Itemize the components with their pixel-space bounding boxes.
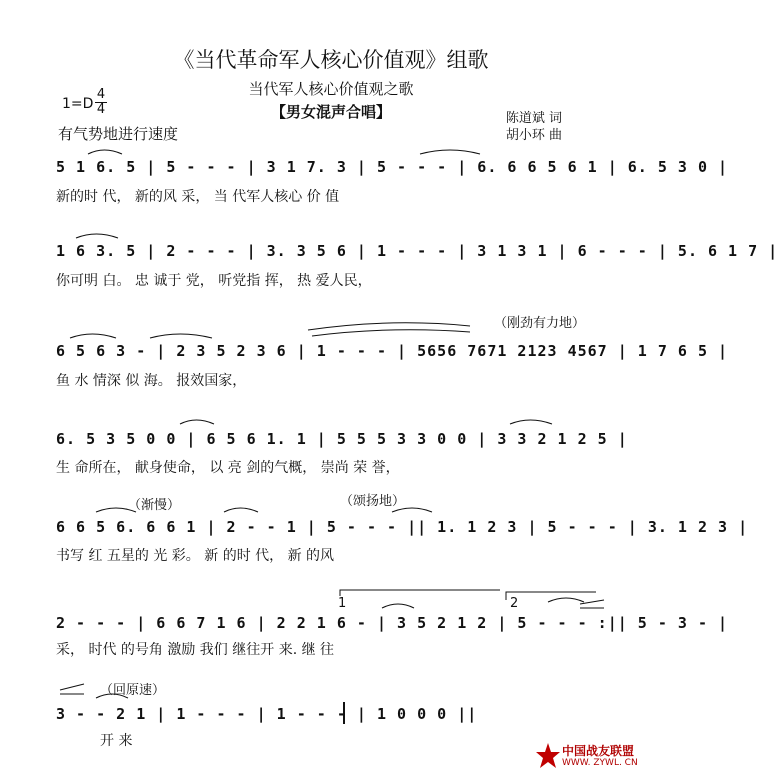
- score-row-2-notes: 1 6 3. 5 | 2 - - - | 3. 3 5 6 | 1 - - - | 3 1 3 1 | 6 - - - | 5. 6 1 7 |: [56, 242, 778, 260]
- crescendo-mark: [60, 684, 84, 694]
- crescendo-mark: [580, 600, 604, 608]
- score-row-5-lyrics: 书写 红 五星的 光 彩。 新 的时 代， 新 的风: [56, 548, 335, 564]
- expression-a-tempo: （回原速）: [100, 683, 166, 698]
- slur: [308, 323, 470, 330]
- score-row-4-notes: 6. 5 3 5 0 0 | 6 5 6 1. 1 | 5 5 5 3 3 0 0 | 3 3 2 1 2 5 |: [56, 430, 628, 448]
- slur: [392, 508, 432, 512]
- chorus-type: 【男女混声合唱】: [270, 103, 391, 121]
- star-logo-icon: [536, 742, 560, 770]
- slur: [312, 330, 470, 336]
- volta-2: 2: [510, 596, 519, 611]
- expression-slowing: （渐慢）: [128, 498, 181, 513]
- subtitle: 当代军人核心价值观之歌: [248, 80, 414, 98]
- slur: [96, 694, 128, 698]
- score-row-1-notes: 5 1 6. 5 | 5 - - - | 3 1 7. 3 | 5 - - - | 6. 6 6 5 6 1 | 6. 5 3 0 |: [56, 158, 729, 176]
- time-signature-bottom: 4: [96, 102, 106, 117]
- score-row-7-notes: 3 - - 2 1 | 1 - - - | 1 - - - | 1 0 0 0 ||: [56, 705, 478, 723]
- slur: [548, 598, 584, 602]
- composer: 胡小环 曲: [505, 128, 562, 143]
- lyricist: 陈道斌 词: [505, 111, 562, 126]
- score-row-3-notes: 6 5 6 3 - | 2 3 5 2 3 6 | 1 - - - | 5656 7671 2123 4567 | 1 7 6 5 |: [56, 342, 729, 360]
- volta-bracket-2: [506, 592, 596, 600]
- slur: [382, 604, 414, 608]
- key-signature: 1=D: [62, 96, 94, 112]
- slur: [70, 334, 116, 338]
- slur: [180, 420, 214, 424]
- slur: [88, 150, 122, 154]
- site-logo: [536, 740, 654, 774]
- slur: [150, 334, 212, 338]
- score-row-5-notes: 6 6 5 6. 6 6 1 | 2 - - 1 | 5 - - - || 1. 1 2 3 | 5 - - - | 3. 1 2 3 |: [56, 518, 749, 536]
- page-title: 《当代革命军人核心价值观》组歌: [173, 48, 489, 72]
- volta-bracket-1: [340, 590, 500, 596]
- logo-url: WWW. ZYWL. CN: [562, 758, 638, 768]
- expression-forceful: （刚劲有力地）: [494, 316, 586, 331]
- score-row-1-lyrics: 新的时 代， 新的风 采， 当 代军人核心 价 值: [56, 189, 340, 205]
- score-row-4-lyrics: 生 命所在， 献身使命， 以 亮 剑的气概， 崇尚 荣 誉，: [56, 460, 400, 476]
- slur: [76, 234, 118, 238]
- slur: [510, 420, 552, 424]
- score-row-7-lyrics: 开 来: [100, 733, 133, 749]
- slur: [96, 508, 136, 512]
- score-row-3-lyrics: 鱼 水 情深 似 海。 报效国家，: [56, 373, 247, 389]
- score-row-6-lyrics: 采， 时代 的号角 激励 我们 继往开 来. 继 往: [56, 642, 335, 658]
- slur: [420, 150, 480, 154]
- logo-text: 中国战友联盟: [562, 744, 635, 758]
- score-row-6-notes: 2 - - - | 6 6 7 1 6 | 2 2 1 6 - | 3 5 2 1 2 | 5 - - - :|| 5 - 3 - |: [56, 614, 729, 632]
- time-signature-top: 4: [96, 87, 106, 102]
- tempo-marking: 有气势地进行速度: [58, 125, 179, 143]
- slur: [224, 508, 258, 512]
- expression-praising: （颂扬地）: [340, 494, 406, 509]
- score-row-2-lyrics: 你可明 白。 忠 诚于 党， 听党指 挥， 热 爱人民，: [56, 273, 372, 289]
- volta-1: 1: [338, 596, 347, 611]
